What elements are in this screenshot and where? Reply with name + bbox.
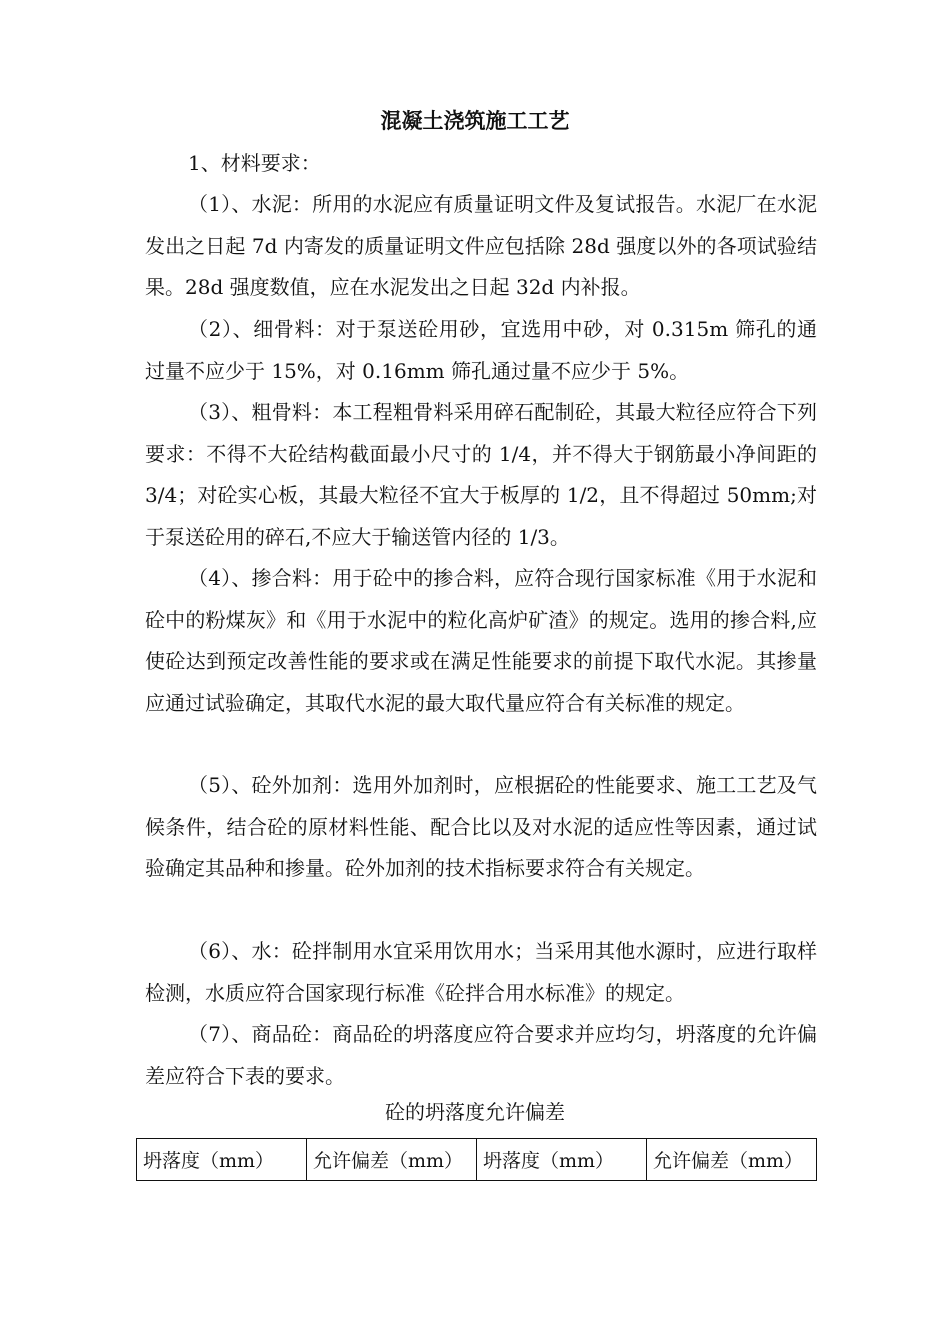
paragraph-admixture: （4）、掺合料：用于砼中的掺合料，应符合现行国家标准《用于水泥和砼中的粉煤灰》和《用于水泥中的粒化高炉矿渣》的规定。选用的掺合料,应使砼达到预定改善性能的要求或在满足性能要求的前提下取代水泥。其掺量应通过试验确定，其取代水泥的最大取代量应符合有关标准的规定。 (145, 566, 817, 715)
table-header-row (137, 1139, 817, 1181)
paragraph-coarse-aggregate: （3）、粗骨料：本工程粗骨料采用碎石配制砼，其最大粒径应符合下列要求：不得不大砼结构截面最小尺寸的 1/4，并不得大于钢筋最小净间距的 3/4；对砼实心板，其最大粒径不宜大于板厚的 1/2，且不得超过 50mm;对于泵送砼用的碎石,不应大于输送管内径的 1/3。 (145, 400, 817, 549)
paragraph-fine-aggregate: （2）、细骨料：对于泵送砼用砂，宜选用中砂，对 0.315m 筛孔的通过量不应少于 15%，对 0.16mm 筛孔通过量不应少于 5%。 (145, 317, 817, 383)
paragraph-water: （6）、水：砼拌制用水宜采用饮用水；当采用其他水源时，应进行取样检测，水质应符合国家现行标准《砼拌合用水标准》的规定。 (145, 939, 817, 1005)
document-title: 混凝土浇筑施工工艺 (380, 108, 570, 133)
slump-tolerance-table (136, 1138, 817, 1181)
table-caption: 砼的坍落度允许偏差 (385, 1100, 565, 1124)
paragraph-ready-mix: （7）、商品砼：商品砼的坍落度应符合要求并应均匀，坍落度的允许偏差应符合下表的要求。 (145, 1022, 817, 1088)
header-cell-slump-2: 坍落度（mm） (477, 1139, 647, 1181)
section-heading-materials: 1、材料要求： (188, 151, 321, 175)
paragraph-additive: （5）、砼外加剂：选用外加剂时，应根据砼的性能要求、施工工艺及气候条件，结合砼的原材料性能、配合比以及对水泥的适应性等因素，通过试验确定其品种和掺量。砼外加剂的技术指标要求符合有关规定。 (145, 773, 817, 880)
header-cell-tolerance-1: 允许偏差（mm） (307, 1139, 477, 1181)
header-cell-slump-1: 坍落度（mm） (137, 1139, 307, 1181)
paragraph-cement: （1）、水泥：所用的水泥应有质量证明文件及复试报告。水泥厂在水泥发出之日起 7d 内寄发的质量证明文件应包括除 28d 强度以外的各项试验结果。28d 强度数值，应在水泥发出之日起 32d 内补报。 (145, 192, 817, 299)
header-cell-tolerance-2: 允许偏差（mm） (647, 1139, 817, 1181)
